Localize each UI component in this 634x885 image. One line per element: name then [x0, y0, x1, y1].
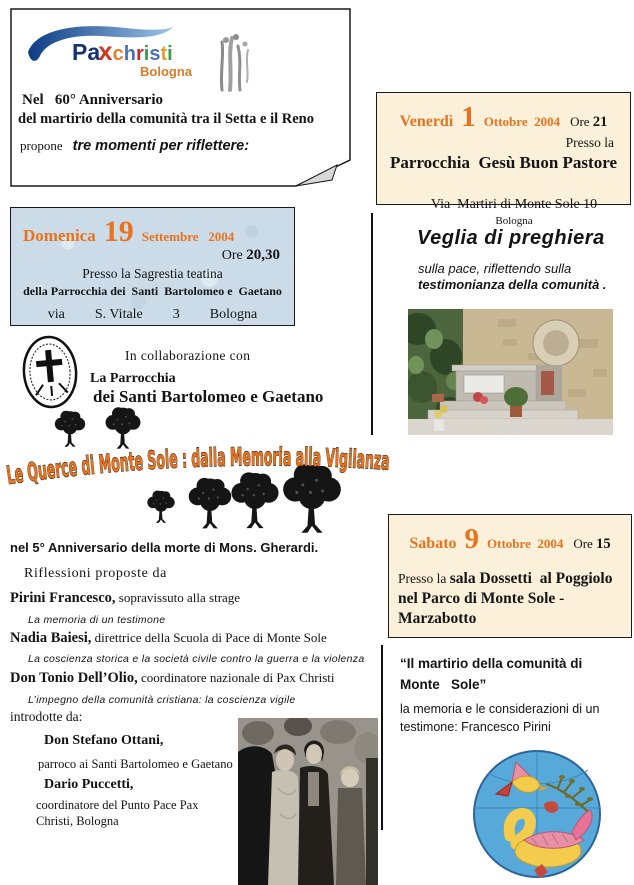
veglia-title: Veglia di preghiera	[417, 227, 605, 249]
speaker-line	[10, 670, 334, 687]
event-month-year: Settembre 2004	[141, 229, 235, 244]
oak-tree-icon	[189, 478, 232, 528]
intro-tagline-row	[20, 138, 249, 154]
brand-letter: s	[149, 43, 161, 65]
speaker-line	[10, 630, 327, 647]
event-presso: Presso la	[565, 135, 614, 150]
tagline: tre momenti per riflettere:	[72, 138, 250, 154]
brand-pa: Pa	[72, 39, 101, 65]
address-city: Bologna	[495, 215, 533, 227]
collab-line2: dei Santi Bartolomeo e Gaetano	[93, 387, 324, 406]
event-date-row	[11, 215, 294, 249]
speaker-name: Don Tonio Dell’Olio,	[10, 670, 138, 686]
oak-tree-icon	[283, 464, 341, 532]
event-address	[11, 307, 294, 323]
event-date-number: 19	[103, 215, 134, 248]
introducer-name: Dario Puccetti,	[44, 777, 134, 792]
section-divider	[381, 645, 383, 830]
brand-letter: t	[160, 43, 168, 65]
brand-letter: c	[112, 43, 124, 65]
speaker-line	[10, 590, 240, 607]
event-time	[570, 114, 607, 129]
ore-label: Ore	[573, 536, 593, 551]
ore-label: Ore	[221, 248, 243, 263]
veglia-sub-line2: testimonianza della comunità .	[418, 276, 607, 292]
introducer-role: coordinatore del Punto Pace Pax Christi, Bologna	[36, 798, 199, 828]
event-date-number: 9	[464, 523, 480, 555]
speaker-name: Nadia Baiesi,	[10, 630, 92, 646]
intro-heading-line2: del martirio della comunità tra il Setta e il Reno	[18, 111, 314, 127]
event-venue	[398, 569, 625, 629]
event-presso: Presso la	[398, 571, 447, 586]
memorial-sketch-icon	[214, 32, 254, 96]
address-part: Bologna	[209, 307, 258, 322]
address-part: via	[47, 307, 65, 322]
peace-dove-icon	[468, 748, 606, 884]
brand-city: Bologna	[140, 64, 192, 79]
event-time	[573, 536, 610, 551]
brand-x: x	[98, 36, 113, 66]
event-venue: Parrocchia Gesù Buon Pastore	[390, 153, 617, 172]
event-day: Sabato	[409, 535, 457, 552]
section-divider	[371, 213, 373, 435]
brand-letter: r	[135, 43, 144, 65]
intro-box	[10, 8, 351, 187]
ore-label: Ore	[570, 114, 590, 129]
oak-tree-icon	[231, 472, 278, 528]
brand-wordmark	[72, 36, 173, 67]
event-box-venerdi	[376, 92, 631, 227]
event-day: Domenica	[23, 226, 96, 245]
venue-name: sala Dossetti al Poggiolo nel Parco di Monte Sole - Marzabotto	[398, 570, 617, 627]
speaker-name: Pirini Francesco,	[10, 590, 116, 606]
address-street: Via Martiri di Monte Sole 10	[430, 197, 598, 212]
intro-heading-line1: Nel 60° Anniversario	[22, 92, 163, 108]
propone-label: propone	[20, 138, 63, 153]
event-date-number: 1	[461, 101, 476, 133]
introducer-name: Don Stefano Ottani,	[44, 733, 164, 748]
oak-tree-icon	[147, 491, 174, 523]
speaker-role: coordinatore nazionale di Pax Christi	[140, 670, 335, 685]
event-time	[11, 247, 294, 264]
event-venue-line1: Presso la Sagrestia teatina	[82, 266, 223, 281]
introduced-by-label: introdotte da:	[10, 709, 83, 724]
introducer-role: parroco ai Santi Bartolomeo e Gaetano	[38, 757, 233, 771]
brand-letter: i	[167, 43, 173, 65]
martirio-title: “Il martirio della comunità di Monte Sole”	[400, 656, 587, 692]
speaker-topic: La coscienza storica e la società civile contro la guerra e la violenza	[28, 653, 365, 665]
event-date-row	[389, 523, 631, 556]
martirio-subtitle: la memoria e le considerazioni di un testimone: Francesco Pirini	[400, 702, 600, 734]
brand-letter: i	[143, 43, 150, 65]
address-part: 3	[172, 307, 180, 322]
ore-value: 21	[592, 114, 608, 130]
speaker-role: sopravissuto alla strage	[118, 590, 241, 605]
collab-line1: La Parrocchia	[90, 371, 176, 386]
event-day: Venerdì	[399, 113, 454, 130]
wordart-title: Le Querce di Monte Sole : dalla Memoria alla Vigilanza	[4, 442, 400, 490]
pax-christi-logo	[22, 18, 242, 90]
brand-letter: h	[123, 43, 136, 65]
parish-seal-icon	[19, 332, 81, 413]
speaker-role: direttrice della Scuola di Pace di Monte Sole	[94, 630, 327, 645]
anniversary-line: nel 5° Anniversario della morte di Mons. Gherardi.	[10, 540, 319, 555]
oak-tree-icon	[106, 407, 141, 448]
speaker-topic: La memoria di un testimone	[28, 614, 166, 626]
memorial-photo	[408, 309, 613, 435]
ore-value: 15	[596, 536, 611, 552]
event-box-domenica	[10, 207, 295, 326]
wordart-banner	[0, 406, 400, 540]
speaker-topic: L’impegno della comunità cristiana: la coscienza vigile	[28, 694, 296, 706]
veglia-sub-line1: sulla pace, riflettendo sulla	[418, 261, 572, 276]
historical-photo	[238, 718, 378, 885]
event-box-sabato	[388, 514, 632, 638]
collab-intro: In collaborazione con	[125, 348, 251, 363]
event-date-row	[377, 101, 630, 134]
veglia-subtitle	[418, 261, 634, 292]
oak-tree-icon	[55, 411, 85, 447]
event-month-year: Ottobre 2004	[483, 114, 561, 129]
event-month-year: Ottobre 2004	[487, 536, 564, 551]
program-intro: Riflessioni proposte da	[24, 566, 167, 581]
event-venue-line2: della Parrocchia dei Santi Bartolomeo e Gaetano	[23, 284, 282, 298]
address-part: S. Vitale	[94, 307, 143, 322]
ore-value: 20,30	[246, 247, 280, 263]
